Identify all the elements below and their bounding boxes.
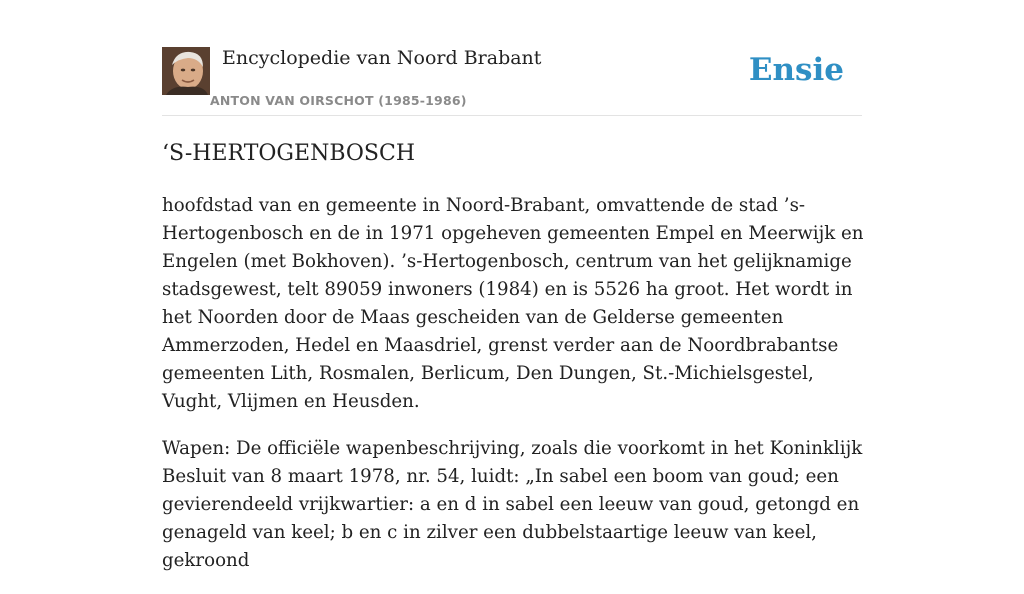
author-avatar[interactable] xyxy=(162,47,210,95)
article-title: ‘S-HERTOGENBOSCH xyxy=(162,141,416,166)
encyclopedia-title[interactable]: Encyclopedie van Noord Brabant xyxy=(222,47,542,69)
header xyxy=(162,0,862,116)
article-body xyxy=(162,192,864,594)
article-paragraph: Wapen: De officiële wapenbeschrijving, zoals die voorkomt in het Koninklijk Besluit van 8 maart 1978, nr. 54, luidt: „In sabel een boom van goud; een gevierendeeld vrijkwartier: a en d in sabel een leeuw van goud, getongd en genageld van keel; b en c in zilver een dubbelstaartige leeuw van keel, gekroond xyxy=(162,438,863,571)
article-paragraph: hoofdstad van en gemeente in Noord-Brabant, omvattende de stad ’s-Hertogenbosch en de in 1971 opgeheven gemeenten Empel en Meerwijk en Engelen (met Bokhoven). ’s-Hertogenbosch, centrum van het gelijknamige stadsgewest, telt 89059 inwoners (1984) en is 5526 ha groot. Het wordt in het Noorden door de Maas gescheiden van de Gelderse gemeenten Ammerzoden, Hedel en Maasdriel, grenst verder aan de Noordbrabantse gemeenten Lith, Rosmalen, Berlicum, Den Dungen, St.-Michielsgestel, Vught, Vlijmen en Heusden. xyxy=(162,195,864,412)
ensie-logo[interactable]: Ensie xyxy=(748,52,844,88)
author-name[interactable]: ANTON VAN OIRSCHOT (1985-1986) xyxy=(210,93,467,108)
avatar-portrait-icon xyxy=(162,47,210,95)
